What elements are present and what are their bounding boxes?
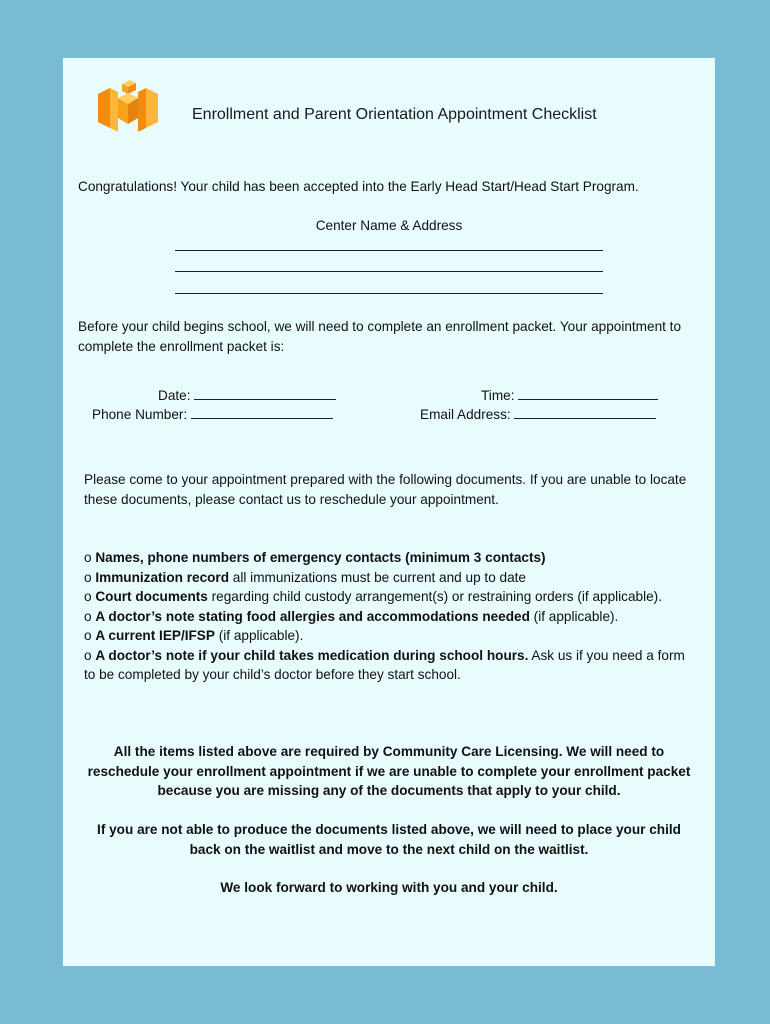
time-field <box>481 388 658 403</box>
list-item: o A doctor’s note stating food allergies and accommodations needed (if applicable). <box>84 608 619 624</box>
phone-label: Phone Number: <box>92 407 188 422</box>
list-item: o Names, phone numbers of emergency contacts (minimum 3 contacts) <box>84 550 546 565</box>
waitlist-notice: If you are not able to produce the documents listed above, we will need to place your child back on the waitlist and move to the next child on the waitlist. <box>97 822 681 857</box>
list-item: o A doctor’s note if your child takes medication during school hours. Ask us if you need a form to be completed by your child’s doctor before they start school. <box>84 647 685 682</box>
date-blank[interactable] <box>194 388 336 400</box>
phone-blank[interactable] <box>191 407 333 419</box>
required-notice: All the items listed above are required by Community Care Licensing. We will need to reschedule your enrollment appointment if we are unable to complete your enrollment packet because you are missing any of the documents that apply to your child. <box>87 744 691 798</box>
center-address-line[interactable] <box>175 293 603 294</box>
date-label: Date: <box>158 388 191 403</box>
email-field <box>420 407 656 422</box>
list-item: o Immunization record all immunizations must be current and up to date <box>84 569 526 585</box>
checklist-page <box>63 58 715 966</box>
prepared-text: Please come to your appointment prepared with the following documents. If you are unable to locate these documents, please contact us to reschedule your appointment. <box>84 472 687 507</box>
closing-text: We look forward to working with you and your child. <box>220 880 558 895</box>
documents-checklist <box>84 548 688 685</box>
time-label: Time: <box>481 388 515 403</box>
center-name-label: Center Name & Address <box>315 218 463 233</box>
list-item: o Court documents regarding child custody arrangement(s) or restraining orders (if applicable). <box>84 589 662 604</box>
center-address-line[interactable] <box>175 250 603 251</box>
congrats-text: Congratulations! Your child has been accepted into the Early Head Start/Head Start Program. <box>78 179 639 194</box>
date-field <box>158 388 336 403</box>
before-text: Before your child begins school, we will need to complete an enrollment packet. Your appointment to complete the enrollment packet is: <box>78 319 682 354</box>
time-blank[interactable] <box>518 388 658 400</box>
email-blank[interactable] <box>514 407 656 419</box>
page-title: Enrollment and Parent Orientation Appointment Checklist <box>192 106 597 123</box>
phone-field <box>92 407 333 422</box>
list-item: o A current IEP/IFSP (if applicable). <box>84 628 304 643</box>
email-label: Email Address: <box>420 407 511 422</box>
m-cube-logo-icon <box>96 80 160 136</box>
center-address-line[interactable] <box>175 271 603 272</box>
